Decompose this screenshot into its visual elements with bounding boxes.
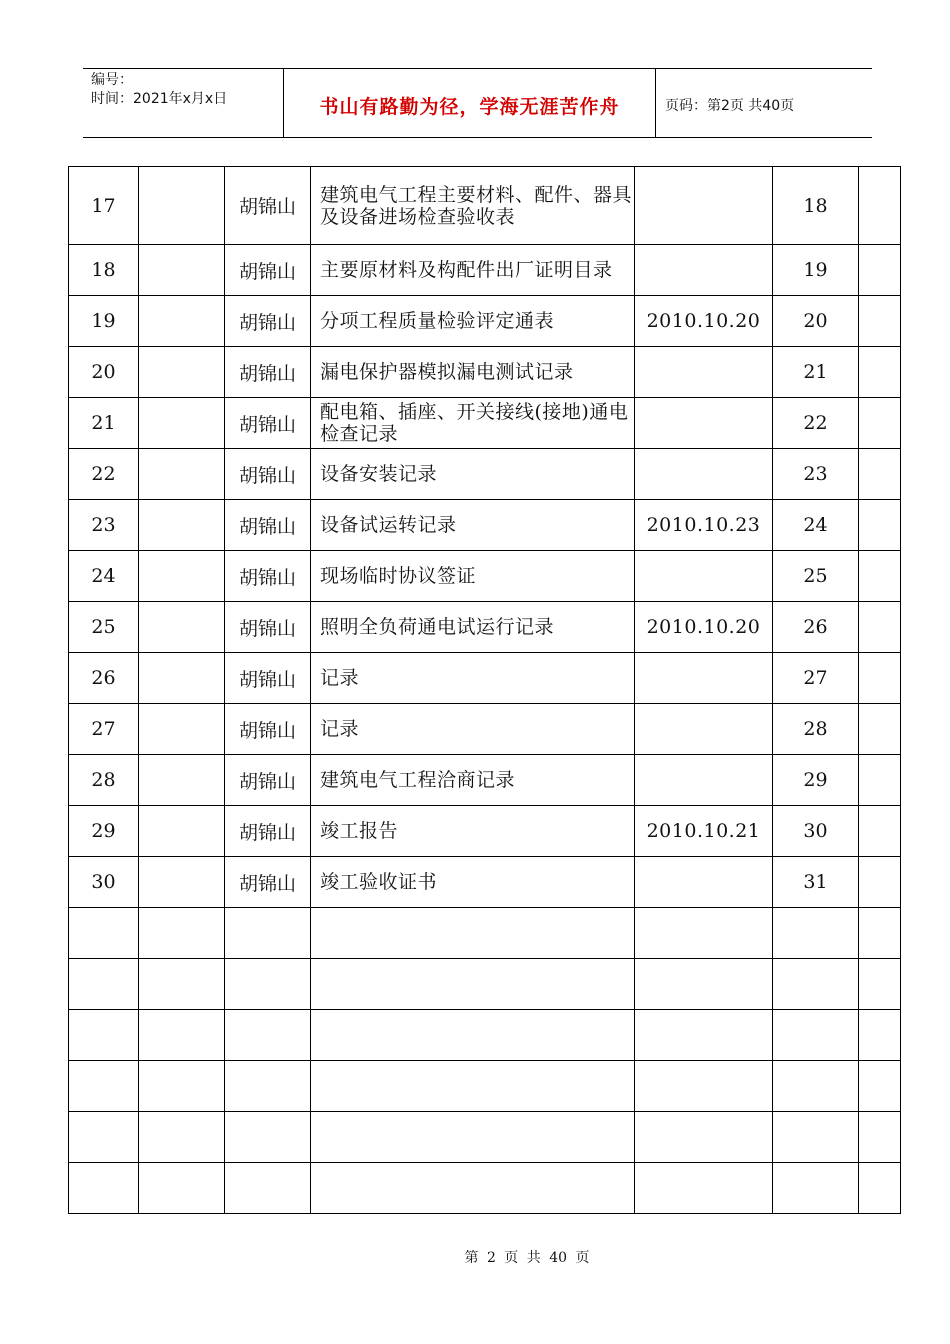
header-meta (83, 69, 284, 137)
row-date-cell: 2010.10.20 (635, 602, 773, 653)
row-extra-cell (859, 1010, 901, 1061)
row-date-cell (635, 167, 773, 245)
row-blank-cell (139, 245, 225, 296)
row-page-cell: 22 (773, 398, 859, 449)
row-number-cell: 23 (69, 500, 139, 551)
row-title-cell (311, 1010, 635, 1061)
row-date-cell (635, 908, 773, 959)
row-number-cell: 28 (69, 755, 139, 806)
row-extra-cell (859, 500, 901, 551)
row-title-cell: 漏电保护器模拟漏电测试记录 (311, 347, 635, 398)
row-blank-cell (139, 296, 225, 347)
row-page-cell: 29 (773, 755, 859, 806)
row-person-cell: 胡锦山 (225, 602, 311, 653)
row-title-cell (311, 1061, 635, 1112)
row-title-cell: 分项工程质量检验评定通表 (311, 296, 635, 347)
row-page-cell: 23 (773, 449, 859, 500)
row-blank-cell (139, 602, 225, 653)
row-date-cell (635, 398, 773, 449)
table-row (69, 1061, 901, 1112)
row-title-cell: 建筑电气工程主要材料、配件、器具及设备进场检查验收表 (311, 167, 635, 245)
table-row (69, 857, 901, 908)
row-extra-cell (859, 653, 901, 704)
row-extra-cell (859, 551, 901, 602)
row-person-cell: 胡锦山 (225, 857, 311, 908)
row-blank-cell (139, 1061, 225, 1112)
row-date-cell (635, 857, 773, 908)
table-row (69, 245, 901, 296)
row-number-cell (69, 1010, 139, 1061)
row-person-cell (225, 1010, 311, 1061)
row-blank-cell (139, 1112, 225, 1163)
row-date-cell (635, 551, 773, 602)
row-number-cell: 20 (69, 347, 139, 398)
row-number-cell: 19 (69, 296, 139, 347)
row-person-cell: 胡锦山 (225, 755, 311, 806)
row-extra-cell (859, 1112, 901, 1163)
row-person-cell: 胡锦山 (225, 551, 311, 602)
row-page-cell: 26 (773, 602, 859, 653)
row-person-cell (225, 908, 311, 959)
row-date-cell (635, 347, 773, 398)
row-title-cell (311, 959, 635, 1010)
row-extra-cell (859, 245, 901, 296)
row-title-cell: 主要原材料及构配件出厂证明目录 (311, 245, 635, 296)
table-row (69, 1163, 901, 1214)
row-person-cell: 胡锦山 (225, 245, 311, 296)
table-row (69, 398, 901, 449)
row-blank-cell (139, 908, 225, 959)
row-person-cell: 胡锦山 (225, 167, 311, 245)
row-blank-cell (139, 449, 225, 500)
row-extra-cell (859, 959, 901, 1010)
table-row (69, 959, 901, 1010)
row-title-cell: 照明全负荷通电试运行记录 (311, 602, 635, 653)
row-page-cell: 18 (773, 167, 859, 245)
row-extra-cell (859, 1061, 901, 1112)
row-blank-cell (139, 1010, 225, 1061)
row-person-cell: 胡锦山 (225, 806, 311, 857)
row-page-cell (773, 959, 859, 1010)
row-date-cell: 2010.10.23 (635, 500, 773, 551)
table-body (69, 167, 901, 1214)
row-number-cell: 29 (69, 806, 139, 857)
row-blank-cell (139, 347, 225, 398)
row-extra-cell (859, 167, 901, 245)
row-page-cell: 24 (773, 500, 859, 551)
row-extra-cell (859, 857, 901, 908)
row-number-cell: 22 (69, 449, 139, 500)
row-extra-cell (859, 1163, 901, 1214)
footer-page-number: 第 2 页 共 40 页 (464, 1250, 590, 1266)
page-header (83, 68, 872, 138)
row-number-cell (69, 908, 139, 959)
row-extra-cell (859, 908, 901, 959)
row-page-cell (773, 908, 859, 959)
row-title-cell (311, 908, 635, 959)
row-number-cell (69, 1163, 139, 1214)
row-title-cell: 竣工报告 (311, 806, 635, 857)
row-title-cell: 建筑电气工程洽商记录 (311, 755, 635, 806)
doc-date-label: 时间：2021年x月x日 (91, 91, 228, 107)
row-page-cell (773, 1061, 859, 1112)
table-row (69, 1010, 901, 1061)
row-page-cell: 19 (773, 245, 859, 296)
row-person-cell (225, 1112, 311, 1163)
row-person-cell: 胡锦山 (225, 296, 311, 347)
row-extra-cell (859, 704, 901, 755)
table-row (69, 296, 901, 347)
row-blank-cell (139, 857, 225, 908)
row-date-cell: 2010.10.20 (635, 296, 773, 347)
document-index-table (68, 166, 901, 1214)
row-blank-cell (139, 167, 225, 245)
row-date-cell (635, 449, 773, 500)
row-number-cell: 21 (69, 398, 139, 449)
table-row (69, 704, 901, 755)
row-blank-cell (139, 500, 225, 551)
row-extra-cell (859, 296, 901, 347)
row-title-cell (311, 1163, 635, 1214)
row-number-cell (69, 1112, 139, 1163)
header-motto: 书山有路勤为径，学海无涯苦作舟 (284, 69, 656, 137)
table-row (69, 908, 901, 959)
row-person-cell (225, 1163, 311, 1214)
row-extra-cell (859, 755, 901, 806)
row-title-cell: 设备试运转记录 (311, 500, 635, 551)
row-page-cell: 30 (773, 806, 859, 857)
row-title-cell: 竣工验收证书 (311, 857, 635, 908)
table-row (69, 449, 901, 500)
table-row (69, 755, 901, 806)
table-row (69, 551, 901, 602)
row-title-cell: 设备安装记录 (311, 449, 635, 500)
row-extra-cell (859, 449, 901, 500)
table-row (69, 1112, 901, 1163)
row-number-cell: 18 (69, 245, 139, 296)
row-date-cell (635, 1061, 773, 1112)
row-date-cell (635, 704, 773, 755)
row-number-cell: 25 (69, 602, 139, 653)
row-title-cell: 现场临时协议签证 (311, 551, 635, 602)
row-date-cell: 2010.10.21 (635, 806, 773, 857)
row-person-cell: 胡锦山 (225, 653, 311, 704)
row-page-cell (773, 1010, 859, 1061)
row-extra-cell (859, 806, 901, 857)
row-page-cell (773, 1112, 859, 1163)
row-title-cell (311, 1112, 635, 1163)
row-date-cell (635, 755, 773, 806)
table-row (69, 653, 901, 704)
table-row (69, 500, 901, 551)
row-blank-cell (139, 704, 225, 755)
row-blank-cell (139, 1163, 225, 1214)
table-row (69, 602, 901, 653)
row-number-cell: 17 (69, 167, 139, 245)
row-blank-cell (139, 551, 225, 602)
table-row (69, 347, 901, 398)
row-date-cell (635, 653, 773, 704)
row-page-cell: 31 (773, 857, 859, 908)
row-blank-cell (139, 959, 225, 1010)
row-extra-cell (859, 398, 901, 449)
doc-number-label: 编号： (91, 72, 133, 88)
row-extra-cell (859, 347, 901, 398)
row-title-cell: 记录 (311, 653, 635, 704)
row-blank-cell (139, 398, 225, 449)
row-page-cell: 25 (773, 551, 859, 602)
row-person-cell (225, 1061, 311, 1112)
row-number-cell: 26 (69, 653, 139, 704)
row-date-cell (635, 1010, 773, 1061)
row-page-cell: 28 (773, 704, 859, 755)
row-person-cell: 胡锦山 (225, 449, 311, 500)
row-page-cell: 27 (773, 653, 859, 704)
row-date-cell (635, 1112, 773, 1163)
row-date-cell (635, 959, 773, 1010)
row-title-cell: 记录 (311, 704, 635, 755)
row-number-cell: 27 (69, 704, 139, 755)
row-number-cell (69, 1061, 139, 1112)
row-person-cell (225, 959, 311, 1010)
row-person-cell: 胡锦山 (225, 398, 311, 449)
row-title-cell: 配电箱、插座、开关接线(接地)通电检查记录 (311, 398, 635, 449)
page-footer (0, 1247, 950, 1267)
row-page-cell: 20 (773, 296, 859, 347)
row-extra-cell (859, 602, 901, 653)
row-date-cell (635, 245, 773, 296)
row-blank-cell (139, 806, 225, 857)
table-row (69, 806, 901, 857)
row-person-cell: 胡锦山 (225, 500, 311, 551)
row-page-cell: 21 (773, 347, 859, 398)
row-number-cell: 30 (69, 857, 139, 908)
row-date-cell (635, 1163, 773, 1214)
row-number-cell (69, 959, 139, 1010)
header-page-label: 页码：第2页 共40页 (665, 98, 795, 114)
row-number-cell: 24 (69, 551, 139, 602)
row-page-cell (773, 1163, 859, 1214)
row-person-cell: 胡锦山 (225, 347, 311, 398)
row-blank-cell (139, 653, 225, 704)
table-row (69, 167, 901, 245)
row-person-cell: 胡锦山 (225, 704, 311, 755)
row-blank-cell (139, 755, 225, 806)
